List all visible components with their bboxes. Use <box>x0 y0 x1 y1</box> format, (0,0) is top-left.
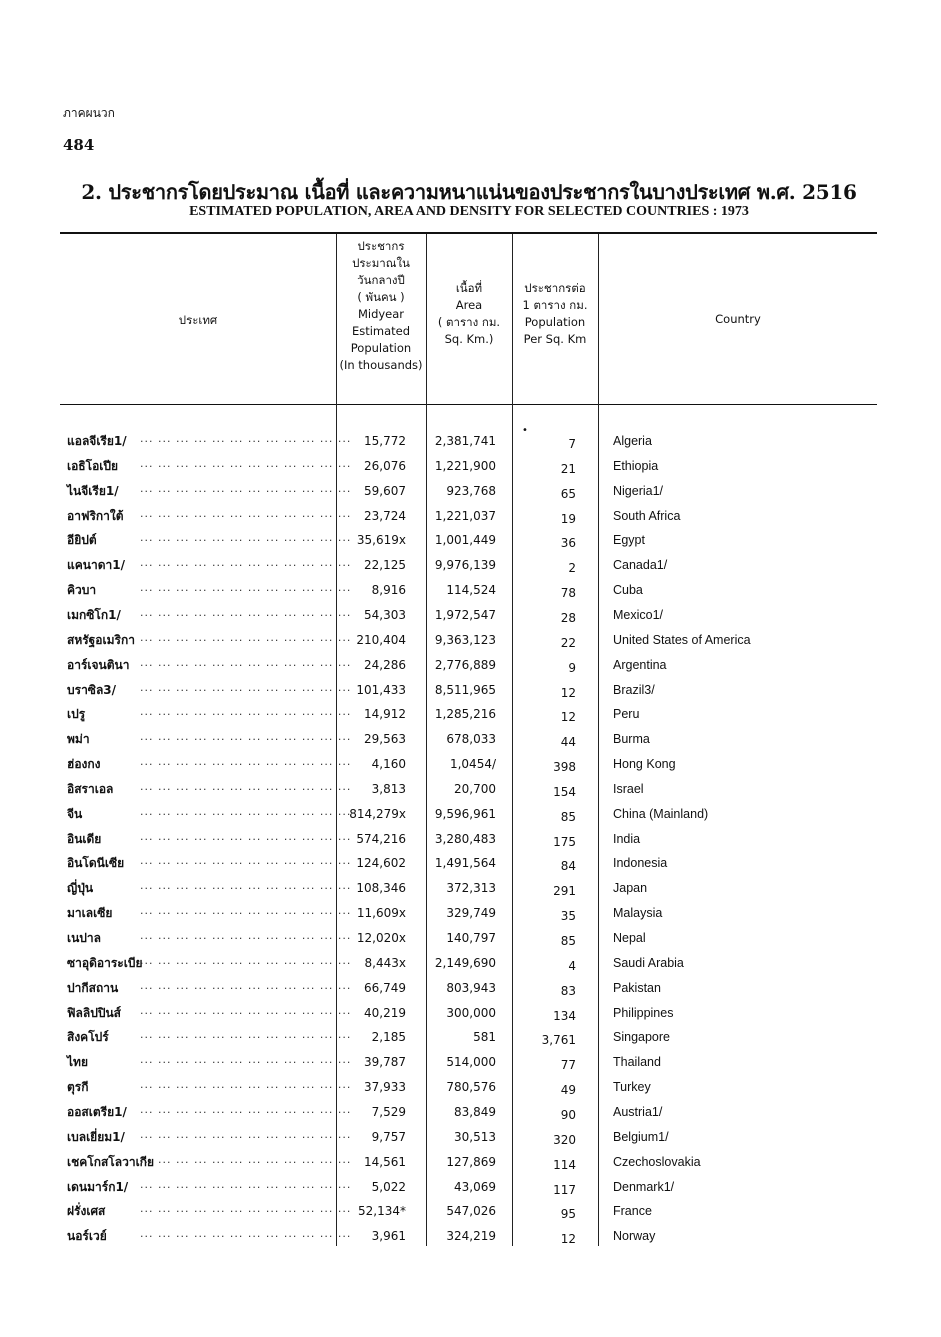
population-cell: 8,916 <box>371 583 406 598</box>
leader-dots: ... ... ... ... ... ... ... ... ... ... ... ... <box>140 432 352 445</box>
population-cell: 24,286 <box>364 657 406 672</box>
table-row <box>0 1028 941 1053</box>
country-english-cell: Hong Kong <box>613 757 676 772</box>
table-row <box>0 1178 941 1203</box>
population-cell: 11,609x <box>356 906 406 921</box>
table-row <box>0 1227 941 1252</box>
population-cell: 4,160 <box>371 757 406 772</box>
country-thai-cell: เอธิโอเปีย <box>67 458 119 473</box>
population-cell: 66,749 <box>364 980 406 995</box>
table-row <box>0 656 941 681</box>
country-thai-cell: พม่า <box>67 732 90 747</box>
country-english-cell: Brazil3/ <box>613 682 655 697</box>
population-cell: 22,125 <box>364 558 406 573</box>
country-english-cell: Egypt <box>613 533 645 548</box>
table-row <box>0 482 941 507</box>
area-cell: 514,000 <box>446 1055 496 1070</box>
density-cell: 2 <box>568 561 576 576</box>
table-row <box>0 531 941 556</box>
country-thai-cell: เชคโกสโลวาเกีย <box>67 1154 154 1169</box>
country-thai-cell: ซาอุดิอาระเบีย <box>67 955 143 970</box>
area-cell: 1,221,900 <box>434 458 496 473</box>
population-cell: 29,563 <box>364 732 406 747</box>
leader-dots: ... ... ... ... ... ... ... ... ... ... ... ... <box>140 854 352 868</box>
density-cell: 7 <box>568 437 576 451</box>
area-cell: 2,149,690 <box>434 955 496 970</box>
density-cell: 117 <box>553 1182 576 1197</box>
leader-dots: ... ... ... ... ... ... ... ... ... ... ... ... <box>140 904 352 918</box>
leader-dots: ... ... ... ... ... ... ... ... ... ... ... ... <box>140 755 352 769</box>
table-top-rule <box>60 232 877 234</box>
table-row <box>0 755 941 780</box>
density-cell: 36 <box>560 536 576 551</box>
leader-dots: ... ... ... ... ... ... ... ... ... ... ... ... <box>140 779 352 793</box>
country-thai-cell: สหรัฐอเมริกา <box>67 632 135 647</box>
country-english-cell: Norway <box>613 1229 656 1244</box>
table-row <box>0 830 941 855</box>
population-cell: 12,020x <box>356 931 406 945</box>
area-cell: 9,596,961 <box>434 806 496 821</box>
population-cell: 14,912 <box>364 707 406 722</box>
country-english-cell: Mexico1/ <box>613 607 664 622</box>
country-english-cell: Thailand <box>613 1055 661 1070</box>
density-cell: 9 <box>568 660 576 675</box>
area-cell: 372,313 <box>446 881 496 896</box>
country-english-cell: Peru <box>613 707 640 722</box>
population-cell: 574,216 <box>356 831 406 846</box>
table-row <box>0 1078 941 1103</box>
header-population: ประชากร ประมาณใน วันกลางปี ( พันคน ) Midyear Estimated Population (In thousands) <box>339 239 423 372</box>
density-cell: 28 <box>560 610 576 625</box>
leader-dots: ... ... ... ... ... ... ... ... ... ... ... ... <box>140 680 352 694</box>
country-english-cell: Argentina <box>613 657 667 672</box>
population-cell: 210,404 <box>356 632 406 647</box>
table-row <box>0 581 941 606</box>
density-cell: 85 <box>560 809 576 824</box>
table-row <box>0 780 941 805</box>
country-thai-cell: ฝรั่งเศส <box>67 1204 106 1219</box>
density-cell: 3,761 <box>541 1033 576 1048</box>
country-thai-cell: ฮ่องกง <box>67 757 101 772</box>
table-row <box>0 1153 941 1178</box>
country-english-cell: Philippines <box>613 1005 674 1020</box>
country-thai-cell: ฟิลลิปปินส์ <box>67 1005 121 1020</box>
area-cell: 8,511,965 <box>434 682 496 697</box>
population-cell: 108,346 <box>356 881 406 896</box>
density-cell: 291 <box>553 884 576 899</box>
density-cell: 95 <box>560 1207 576 1222</box>
population-cell: 52,134* <box>358 1204 406 1219</box>
population-cell: 40,219 <box>364 1005 406 1020</box>
table-row <box>0 705 941 730</box>
table-row <box>0 457 941 482</box>
density-cell: 44 <box>560 735 576 750</box>
density-cell: 320 <box>553 1132 576 1147</box>
table-row <box>0 1103 941 1128</box>
density-cell: 114 <box>553 1157 576 1172</box>
country-english-cell: Saudi Arabia <box>613 955 684 970</box>
density-cell: 19 <box>560 511 576 526</box>
table-row <box>0 631 941 656</box>
country-english-cell: Turkey <box>613 1080 651 1095</box>
population-cell: 814,279x <box>349 806 406 821</box>
country-thai-cell: อิสราเอล <box>67 781 114 796</box>
country-english-cell: India <box>613 831 641 846</box>
population-cell: 37,933 <box>364 1080 406 1095</box>
table-row <box>0 1004 941 1029</box>
country-thai-cell: บราซิล3/ <box>67 682 117 697</box>
country-thai-cell: จีน <box>67 806 83 821</box>
header-density: ประชากรต่อ 1 ตาราง กม. Population Per Sq. Km <box>522 281 588 346</box>
density-cell: 12 <box>560 685 576 700</box>
density-cell: 21 <box>560 461 576 476</box>
country-english-cell: Belgium1/ <box>613 1129 669 1144</box>
population-cell: 35,619x <box>356 533 406 548</box>
density-cell: 85 <box>560 934 576 948</box>
page-number: 484 <box>63 136 95 154</box>
density-cell: 4 <box>568 958 576 973</box>
leader-dots: ... ... ... ... ... ... ... ... ... ... ... ... <box>140 1028 352 1042</box>
header-country-thai: ประเทศ <box>178 313 218 327</box>
country-thai-cell: แอลจีเรีย1/ <box>67 434 127 448</box>
country-thai-cell: นอร์เวย์ <box>67 1229 107 1244</box>
population-cell: 124,602 <box>356 856 406 871</box>
table-row <box>0 507 941 532</box>
density-cell: 78 <box>560 586 576 601</box>
country-english-cell: Nigeria1/ <box>613 483 664 498</box>
country-thai-cell: ปากีสถาน <box>67 980 119 995</box>
leader-dots: ... ... ... ... ... ... ... ... ... ... ... ... <box>140 1102 352 1116</box>
leader-dots: ... ... ... ... ... ... ... ... ... ... ... ... <box>140 1152 352 1166</box>
country-thai-cell: อาร์เจนตินา <box>67 657 130 672</box>
leader-dots: ... ... ... ... ... ... ... ... ... ... ... ... <box>140 978 352 992</box>
table-row <box>0 606 941 631</box>
stray-dot-mark: • <box>522 425 528 436</box>
area-cell: 83,849 <box>454 1104 496 1119</box>
leader-dots: ... ... ... ... ... ... ... ... ... ... ... ... <box>140 1202 352 1216</box>
title-thai: 2. ประชากรโดยประมาณ เนื้อที่ และความหนาแน่นของประชากรในบางประเทศ พ.ศ. 2516 <box>81 180 857 204</box>
leader-dots: ... ... ... ... ... ... ... ... ... ... ... ... <box>140 630 352 644</box>
density-cell: 12 <box>560 710 576 725</box>
population-cell: 5,022 <box>371 1179 406 1194</box>
country-english-cell: Malaysia <box>613 906 663 921</box>
area-cell: 1,491,564 <box>434 856 496 871</box>
leader-dots: ... ... ... ... ... ... ... ... ... ... ... ... <box>140 804 352 818</box>
leader-dots: ... ... ... ... ... ... ... ... ... ... ... ... <box>140 730 352 744</box>
leader-dots: ... ... ... ... ... ... ... ... ... ... ... ... <box>140 655 352 669</box>
area-cell: 43,069 <box>454 1179 496 1194</box>
leader-dots: ... ... ... ... ... ... ... ... ... ... ... ... <box>140 929 352 942</box>
area-cell: 300,000 <box>446 1005 496 1020</box>
country-english-cell: Pakistan <box>613 980 661 995</box>
density-cell: 35 <box>560 909 576 924</box>
leader-dots: ... ... ... ... ... ... ... ... ... ... ... ... <box>140 1227 352 1241</box>
leader-dots: ... ... ... ... ... ... ... ... ... ... ... ... <box>140 456 352 470</box>
area-cell: 127,869 <box>446 1154 496 1169</box>
area-cell: 581 <box>473 1030 496 1045</box>
population-cell: 54,303 <box>364 607 406 622</box>
density-cell: 22 <box>560 635 576 650</box>
table-row <box>0 904 941 929</box>
country-english-cell: China (Mainland) <box>613 806 709 821</box>
population-cell: 9,757 <box>371 1129 406 1144</box>
country-english-cell: Ethiopia <box>613 458 659 473</box>
area-cell: 2,381,741 <box>434 434 496 448</box>
population-cell: 101,433 <box>356 682 406 697</box>
leader-dots: ... ... ... ... ... ... ... ... ... ... ... ... <box>140 829 352 843</box>
country-thai-cell: เบลเยี่ยม1/ <box>67 1129 125 1144</box>
area-cell: 803,943 <box>446 980 496 995</box>
header-country-english: Country <box>715 312 761 326</box>
title-english: ESTIMATED POPULATION, AREA AND DENSITY FOR SELECTED COUNTRIES : 1973 <box>189 204 749 219</box>
country-thai-cell: อินโดนีเซีย <box>67 856 125 871</box>
leader-dots: ... ... ... ... ... ... ... ... ... ... ... ... <box>140 1127 352 1141</box>
density-cell: 175 <box>553 834 576 849</box>
density-cell: 90 <box>560 1107 576 1122</box>
population-cell: 23,724 <box>364 508 406 523</box>
area-cell: 678,033 <box>446 732 496 747</box>
leader-dots: ... ... ... ... ... ... ... ... ... ... ... ... <box>140 506 352 520</box>
country-english-cell: Denmark1/ <box>613 1179 675 1194</box>
population-cell: 3,813 <box>371 781 406 796</box>
country-thai-cell: อียิปต์ <box>67 533 97 548</box>
country-english-cell: Czechoslovakia <box>613 1154 701 1169</box>
country-english-cell: Israel <box>613 781 644 796</box>
area-cell: 1,285,216 <box>434 707 496 722</box>
section-label: ภาคผนวก <box>63 106 115 120</box>
country-english-cell: France <box>613 1204 652 1219</box>
density-cell: 398 <box>553 760 576 775</box>
population-cell: 8,443x <box>364 955 406 970</box>
area-cell: 2,776,889 <box>434 657 496 672</box>
population-cell: 39,787 <box>364 1055 406 1070</box>
population-cell: 59,607 <box>364 483 406 498</box>
table-row <box>0 979 941 1004</box>
density-cell: 49 <box>560 1083 576 1098</box>
country-thai-cell: แคนาดา1/ <box>67 558 125 573</box>
country-english-cell: Singapore <box>613 1030 670 1045</box>
population-cell: 7,529 <box>371 1104 406 1119</box>
area-cell: 324,219 <box>446 1229 496 1244</box>
country-thai-cell: อินเดีย <box>67 831 102 846</box>
country-thai-cell: สิงคโปร์ <box>67 1030 109 1045</box>
density-cell: 65 <box>560 486 576 501</box>
leader-dots: ... ... ... ... ... ... ... ... ... ... ... ... <box>140 879 352 893</box>
area-cell: 9,363,123 <box>434 632 496 647</box>
header-area: เนื้อที่ Area ( ตาราง กม. Sq. Km.) <box>437 281 501 346</box>
table-row <box>0 805 941 830</box>
country-thai-cell: ไทย <box>67 1055 88 1070</box>
country-english-cell: Indonesia <box>613 856 668 871</box>
country-thai-cell: เนปาล <box>67 931 102 945</box>
table-row <box>0 929 941 954</box>
country-thai-cell: มาเลเซีย <box>67 906 113 921</box>
leader-dots: ... ... ... ... ... ... ... ... ... ... ... ... <box>140 953 352 967</box>
country-english-cell: Japan <box>613 881 648 896</box>
population-cell: 26,076 <box>364 458 406 473</box>
country-english-cell: United States of America <box>613 632 751 647</box>
leader-dots: ... ... ... ... ... ... ... ... ... ... ... ... <box>140 556 352 570</box>
country-english-cell: Cuba <box>613 583 643 598</box>
country-thai-cell: อาฟริกาใต้ <box>67 508 124 523</box>
population-cell: 15,772 <box>364 434 406 448</box>
country-english-cell: South Africa <box>613 508 681 523</box>
leader-dots: ... ... ... ... ... ... ... ... ... ... ... ... <box>140 705 352 719</box>
area-cell: 547,026 <box>446 1204 496 1219</box>
area-cell: 780,576 <box>446 1080 496 1095</box>
table-row <box>0 432 941 457</box>
country-thai-cell: ไนจีเรีย1/ <box>67 483 119 498</box>
leader-dots: ... ... ... ... ... ... ... ... ... ... ... ... <box>140 1177 352 1191</box>
country-english-cell: Algeria <box>613 434 652 448</box>
table-row <box>0 556 941 581</box>
country-english-cell: Burma <box>613 732 650 747</box>
table-row <box>0 1128 941 1153</box>
leader-dots: ... ... ... ... ... ... ... ... ... ... ... ... <box>140 1078 352 1092</box>
leader-dots: ... ... ... ... ... ... ... ... ... ... ... ... <box>140 1003 352 1017</box>
leader-dots: ... ... ... ... ... ... ... ... ... ... ... ... <box>140 1053 352 1067</box>
table-row <box>0 879 941 904</box>
country-english-cell: Canada1/ <box>613 558 668 573</box>
population-cell: 14,561 <box>364 1154 406 1169</box>
area-cell: 9,976,139 <box>434 558 496 573</box>
table-header-rule <box>60 404 877 405</box>
density-cell: 154 <box>553 784 576 799</box>
country-thai-cell: เมกซิโก1/ <box>67 607 121 622</box>
density-cell: 77 <box>560 1058 576 1073</box>
area-cell: 20,700 <box>454 781 496 796</box>
leader-dots: ... ... ... ... ... ... ... ... ... ... ... ... <box>140 481 352 495</box>
table-row <box>0 730 941 755</box>
density-cell: 83 <box>560 983 576 998</box>
country-thai-cell: ตุรกี <box>67 1080 89 1095</box>
table-row <box>0 1202 941 1227</box>
density-cell: 84 <box>560 859 576 874</box>
area-cell: 923,768 <box>446 483 496 498</box>
leader-dots: ... ... ... ... ... ... ... ... ... ... ... ... <box>140 605 352 619</box>
area-cell: 30,513 <box>454 1129 496 1144</box>
area-cell: 1,221,037 <box>434 508 496 523</box>
leader-dots: ... ... ... ... ... ... ... ... ... ... ... ... <box>140 531 352 545</box>
area-cell: 1,0454/ <box>449 757 496 772</box>
table-row <box>0 854 941 879</box>
area-cell: 1,972,547 <box>434 607 496 622</box>
table-row <box>0 1053 941 1078</box>
area-cell: 140,797 <box>446 931 496 945</box>
population-cell: 3,961 <box>371 1229 406 1244</box>
country-english-cell: Austria1/ <box>613 1104 663 1119</box>
density-cell: 12 <box>560 1232 576 1247</box>
country-english-cell: Nepal <box>613 931 646 945</box>
country-thai-cell: ออสเตรีย1/ <box>67 1104 127 1119</box>
population-cell: 2,185 <box>371 1030 406 1045</box>
country-thai-cell: ญี่ปุ่น <box>67 881 94 896</box>
country-thai-cell: คิวบา <box>67 583 97 598</box>
table-row <box>0 681 941 706</box>
country-thai-cell: เดนมาร์ก1/ <box>67 1179 129 1194</box>
area-cell: 1,001,449 <box>434 533 496 548</box>
country-thai-cell: เปรู <box>67 707 86 722</box>
area-cell: 114,524 <box>446 583 496 598</box>
density-cell: 134 <box>553 1008 576 1023</box>
area-cell: 3,280,483 <box>434 831 496 846</box>
leader-dots: ... ... ... ... ... ... ... ... ... ... ... ... <box>140 581 352 595</box>
table-row <box>0 954 941 979</box>
area-cell: 329,749 <box>446 906 496 921</box>
